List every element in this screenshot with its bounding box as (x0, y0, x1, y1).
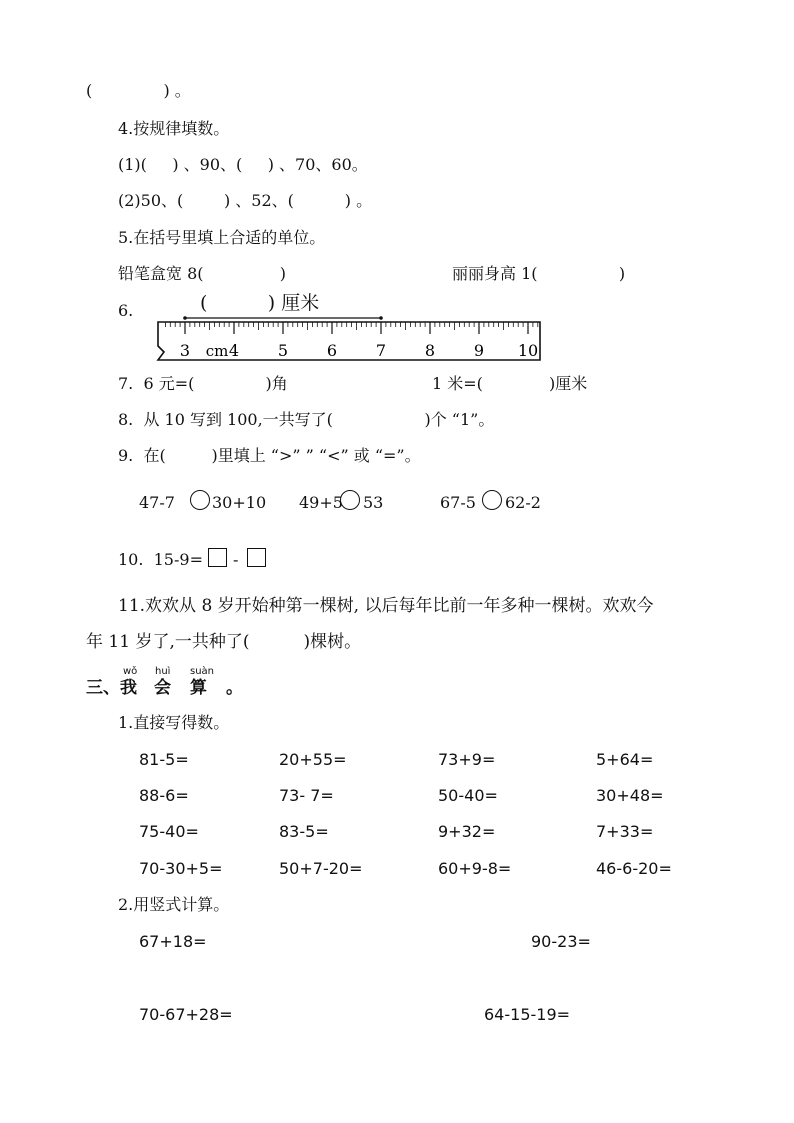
math-item: 83-5= (279, 822, 329, 841)
answer-box-2[interactable] (247, 548, 266, 567)
section-3-char-hui: 会 (154, 678, 171, 698)
compare-1-left: 47-7 (139, 493, 175, 512)
section-3-char-wo: 我 (120, 678, 137, 698)
math-item: 20+55= (279, 750, 347, 769)
math-item: 81-5= (139, 750, 189, 769)
question-5-lili-height: 丽丽身高 1( ) (452, 264, 626, 283)
question-10: 10. 15-9= (118, 550, 203, 569)
section-3-end: 。 (226, 678, 243, 698)
question-11-line-1: 11.欢欢从 8 岁开始种第一棵树, 以后每年比前一年多种一棵树。欢欢今 (118, 596, 654, 616)
math-item: 60+9-8= (438, 859, 512, 878)
question-5-pencil-box: 铅笔盒宽 8( ) (118, 264, 287, 283)
math-item: 73+9= (438, 750, 496, 769)
vertical-calc-item: 67+18= (139, 932, 207, 951)
ruler-unit-label: cm (205, 342, 229, 360)
vertical-calc-item: 90-23= (531, 932, 591, 951)
section-3-char-suan: 算 (190, 678, 207, 698)
compare-2-left: 49+5 (299, 493, 343, 512)
ruler-tick-label: 6 (326, 341, 338, 360)
math-item: 75-40= (139, 822, 199, 841)
math-item: 9+32= (438, 822, 496, 841)
math-item: 46-6-20= (596, 859, 672, 878)
math-item: 88-6= (139, 786, 189, 805)
vertical-calc-item: 64-15-19= (484, 1005, 571, 1024)
ruler-tick-label: 4 (228, 341, 240, 360)
subsection-1-title: 1.直接写得数。 (118, 713, 230, 732)
question-5-title: 5.在括号里填上合适的单位。 (118, 228, 326, 247)
ruler-tick-label: 7 (375, 341, 387, 360)
ruler-tick-label: 5 (277, 341, 289, 360)
compare-1-right: 30+10 (212, 493, 267, 512)
question-4-title: 4.按规律填数。 (118, 119, 230, 138)
answer-box-1[interactable] (208, 548, 227, 567)
question-9-title: 9. 在( )里填上 “>” ” “<” 或 “=”。 (118, 446, 421, 465)
question-6-number: 6. (118, 301, 134, 320)
question-4-part-2: (2)50、( ) 、52、( ) 。 (118, 191, 373, 210)
subsection-2-title: 2.用竖式计算。 (118, 895, 230, 914)
math-item: 73- 7= (279, 786, 334, 805)
compare-circle-2[interactable] (340, 490, 360, 510)
compare-circle-3[interactable] (482, 490, 502, 510)
compare-2-right: 53 (363, 493, 384, 512)
math-item: 5+64= (596, 750, 654, 769)
pinyin-hui: huì (155, 666, 171, 677)
question-11-line-2: 年 11 岁了,一共种了( )棵树。 (86, 632, 362, 652)
ruler-tick-label: 10 (517, 341, 539, 360)
minus-sign: - (233, 550, 239, 569)
vertical-calc-item: 70-67+28= (139, 1005, 233, 1024)
question-7-yuan: 7. 6 元=( )角 (118, 374, 288, 393)
ruler-tick-label: 3 (179, 341, 191, 360)
math-item: 50+7-20= (279, 859, 363, 878)
answer-blank-line: ( ) 。 (86, 81, 191, 100)
question-8: 8. 从 10 写到 100,一共写了( )个 “1”。 (118, 410, 495, 429)
compare-circle-1[interactable] (190, 490, 210, 510)
ruler-measure-start-dot (183, 316, 187, 320)
pinyin-wo: wǒ (123, 666, 138, 677)
question-4-part-1: (1)( ) 、90、( ) 、70、60。 (118, 155, 368, 174)
compare-3-right: 62-2 (505, 493, 541, 512)
math-item: 70-30+5= (139, 859, 223, 878)
ruler-tick-label: 9 (473, 341, 485, 360)
pinyin-suan: suàn (190, 666, 215, 677)
math-item: 7+33= (596, 822, 654, 841)
ruler-measure-end-dot (379, 316, 383, 320)
ruler-length-label: ( ) 厘米 (200, 292, 320, 314)
section-3-prefix: 三、 (86, 678, 120, 698)
question-7-meter: 1 米=( )厘米 (432, 374, 588, 393)
compare-3-left: 67-5 (440, 493, 476, 512)
math-item: 30+48= (596, 786, 664, 805)
math-item: 50-40= (438, 786, 498, 805)
ruler-illustration (150, 312, 550, 364)
ruler-tick-label: 8 (424, 341, 436, 360)
